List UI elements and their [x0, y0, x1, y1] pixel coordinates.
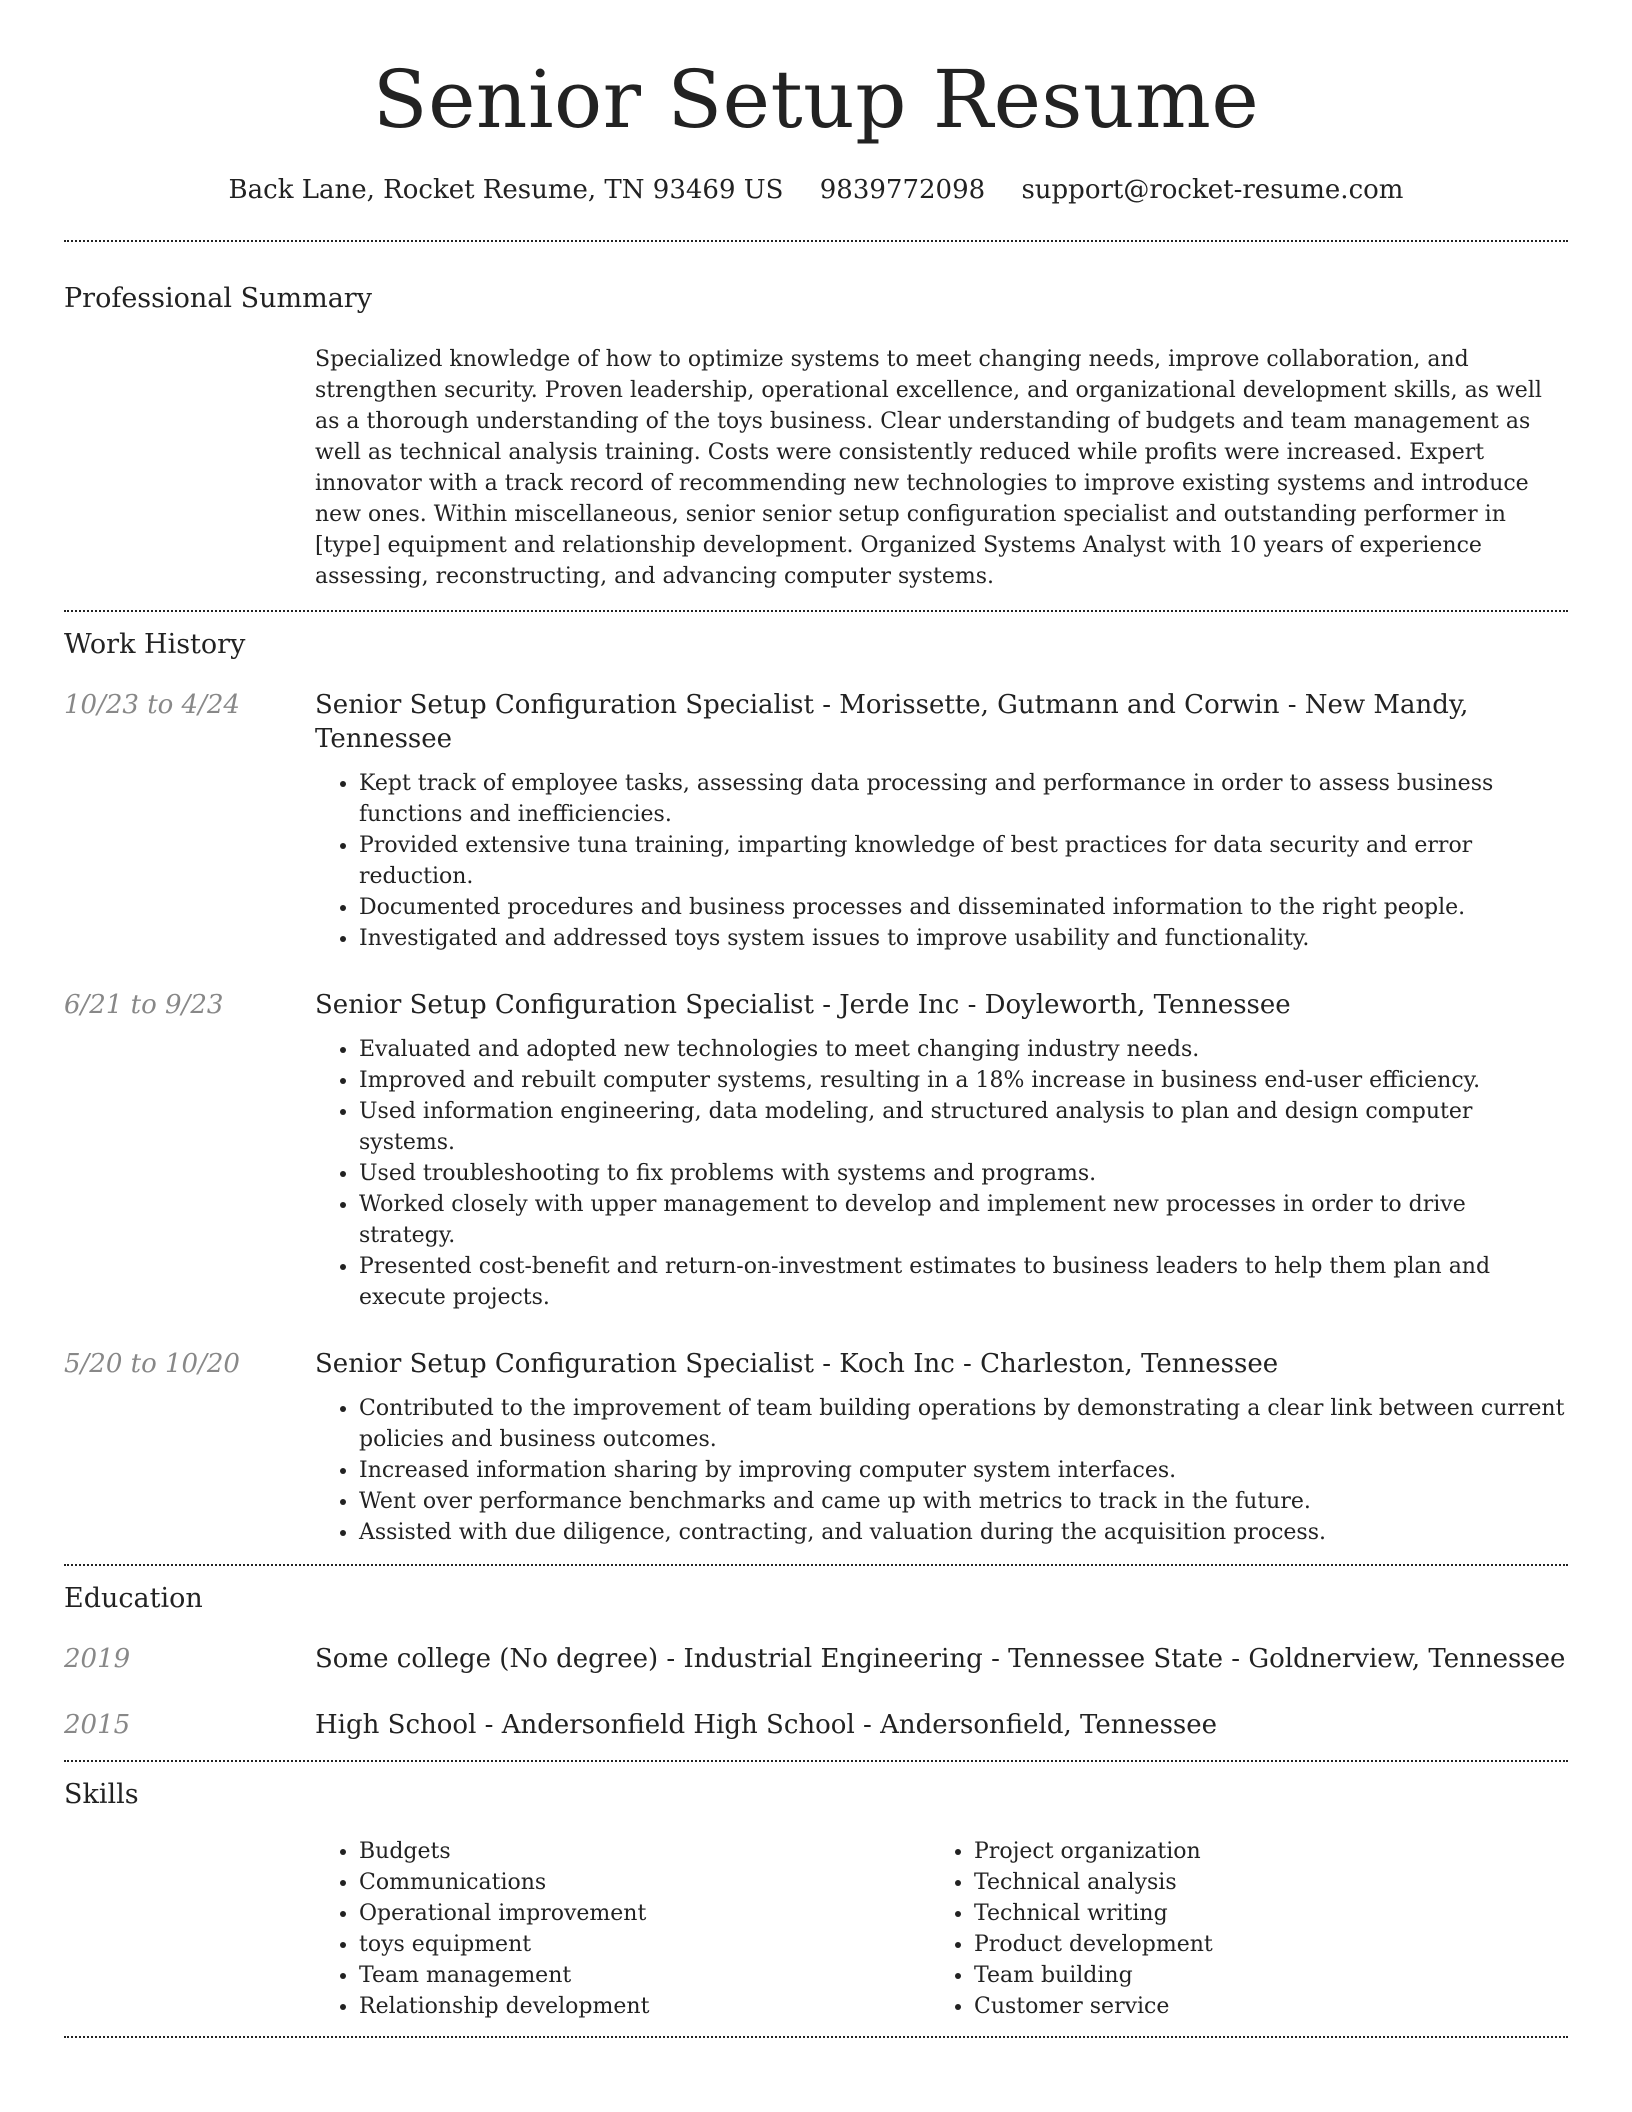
education-heading: Some college (No degree) - Industrial Engineering - Tennessee State - Goldnerview, Tennessee — [315, 1644, 1566, 1674]
resume-header — [64, 0, 1568, 206]
education-body — [315, 1642, 1568, 1676]
professional-summary-section — [64, 282, 1568, 610]
job-heading: Senior Setup Configuration Specialist - Koch Inc - Charleston, Tennessee — [315, 1349, 1279, 1379]
skill-item: • Technical analysis — [974, 1867, 1545, 1898]
education-body — [315, 1708, 1568, 1742]
job-dates: 6/21 to 9/23 — [64, 990, 224, 1020]
divider — [64, 1564, 1568, 1566]
job-bullets — [315, 1393, 1568, 1548]
job-heading: Senior Setup Configuration Specialist - Jerde Inc - Doyleworth, Tennessee — [315, 990, 1291, 1020]
list-item: • Used information engineering, data modeling, and structured analysis to plan and design computer systems. — [359, 1096, 1568, 1158]
section-title-skills: Skills — [64, 1779, 139, 1810]
education-list — [64, 1642, 1568, 1760]
list-item: • Contributed to the improvement of team building operations by demonstrating a clear link between current policies and business outcomes. — [359, 1393, 1568, 1455]
job-body — [315, 988, 1568, 1313]
section-title-summary: Professional Summary — [64, 283, 372, 314]
education-year: 2019 — [64, 1644, 131, 1674]
section-title-work: Work History — [64, 629, 246, 660]
section-title-education: Education — [64, 1583, 203, 1614]
education-section — [64, 1582, 1568, 1760]
skills-column-left — [315, 1836, 930, 2022]
list-item: • Evaluated and adopted new technologies to meet changing industry needs. — [359, 1034, 1568, 1065]
summary-text: Specialized knowledge of how to optimize systems to meet changing needs, improve collaboration, and strengthen security. Proven leadership, operational excellence, and organizational development skills, as well as a thorough understanding of the toys business. Clear understanding of budgets and team management as well as technical analysis training. Costs were consistently reduced while profits were increased. Expert innovator with a track record of recommending new technologies to improve existing systems and introduce new ones. Within miscellaneous, senior senior setup configuration specialist and outstanding performer in [type] equipment and relationship development. Organized Systems Analyst with 10 years of experience assessing, reconstructing, and advancing computer systems. — [315, 347, 1542, 589]
list-item: • Presented cost-benefit and return-on-investment estimates to business leaders to help them plan and execute projects. — [359, 1251, 1568, 1313]
skill-item: • toys equipment — [359, 1929, 930, 1960]
list-item: • Documented procedures and business processes and disseminated information to the right people. — [359, 892, 1568, 923]
skill-item: • Product development — [974, 1929, 1545, 1960]
skill-item: • Team building — [974, 1960, 1545, 1991]
education-heading: High School - Andersonfield High School - Andersonfield, Tennessee — [315, 1710, 1218, 1740]
skills-section — [64, 1778, 1568, 2036]
skill-item: • Technical writing — [974, 1898, 1545, 1929]
skill-item: • Budgets — [359, 1836, 930, 1867]
list-item: • Worked closely with upper management to develop and implement new processes in order to drive strategy. — [359, 1189, 1568, 1251]
job-list — [64, 688, 1568, 1564]
divider — [64, 610, 1568, 612]
job-entry — [64, 988, 1568, 1313]
job-bullets — [315, 1034, 1568, 1313]
address: Back Lane, Rocket Resume, TN 93469 US — [228, 175, 784, 205]
education-year: 2015 — [64, 1710, 131, 1740]
skill-item: • Operational improvement — [359, 1898, 930, 1929]
job-entry — [64, 688, 1568, 954]
job-heading: Senior Setup Configuration Specialist - Morissette, Gutmann and Corwin - New Mandy, Tennessee — [315, 690, 1469, 754]
skills-column-right — [930, 1836, 1545, 2022]
education-entry — [64, 1708, 1568, 1742]
list-item: • Investigated and addressed toys system issues to improve usability and functionality. — [359, 923, 1568, 954]
contact-line — [64, 174, 1568, 206]
skill-item: • Relationship development — [359, 1991, 930, 2022]
divider — [64, 240, 1568, 242]
skill-item: • Team management — [359, 1960, 930, 1991]
candidate-name: Senior Setup Resume — [372, 53, 1260, 146]
education-entry — [64, 1642, 1568, 1676]
list-item: • Increased information sharing by improving computer system interfaces. — [359, 1455, 1568, 1486]
job-body — [315, 688, 1568, 954]
list-item: • Improved and rebuilt computer systems, resulting in a 18% increase in business end-user efficiency. — [359, 1065, 1568, 1096]
work-history-section — [64, 628, 1568, 1564]
job-dates: 5/20 to 10/20 — [64, 1349, 240, 1379]
job-bullets — [315, 768, 1568, 954]
skill-item: • Communications — [359, 1867, 930, 1898]
list-item: • Assisted with due diligence, contracting, and valuation during the acquisition process. — [359, 1517, 1568, 1548]
divider — [64, 1760, 1568, 1762]
job-body — [315, 1347, 1568, 1548]
list-item: • Used troubleshooting to fix problems with systems and programs. — [359, 1158, 1568, 1189]
list-item: • Went over performance benchmarks and came up with metrics to track in the future. — [359, 1486, 1568, 1517]
phone: 9839772098 — [819, 175, 986, 205]
job-dates: 10/23 to 4/24 — [64, 690, 240, 720]
skill-item: • Customer service — [974, 1991, 1545, 2022]
list-item: • Kept track of employee tasks, assessing data processing and performance in order to assess business functions and inefficiencies. — [359, 768, 1568, 830]
email: support@rocket-resume.com — [1021, 175, 1404, 205]
list-item: • Provided extensive tuna training, imparting knowledge of best practices for data security and error reduction. — [359, 830, 1568, 892]
skills-columns — [315, 1836, 1568, 2036]
skill-item: • Project organization — [974, 1836, 1545, 1867]
job-entry — [64, 1347, 1568, 1548]
divider — [64, 2036, 1568, 2038]
